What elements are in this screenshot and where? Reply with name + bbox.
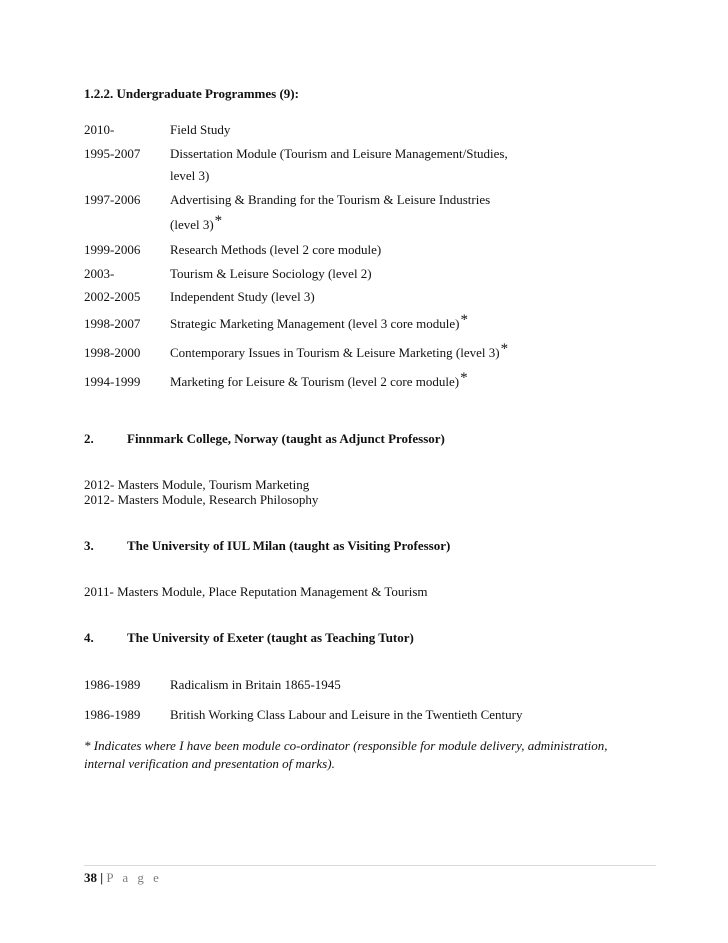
module-title: Independent Study (level 3) (170, 289, 315, 304)
module-title (170, 370, 468, 390)
footer-divider (84, 865, 656, 866)
section-title: The University of IUL Milan (taught as Visiting Professor) (127, 538, 451, 553)
coordinator-asterisk: * (500, 341, 509, 357)
module-title: Field Study (170, 122, 231, 137)
module-dates: 1986-1989 (84, 707, 141, 722)
section-title: Finnmark College, Norway (taught as Adjunct Professor) (127, 431, 445, 446)
module-title: Dissertation Module (Tourism and Leisure Management/Studies, (170, 146, 508, 161)
masters-module: 2012- Masters Module, Tourism Marketing (84, 477, 310, 492)
module-title: Research Methods (level 2 core module) (170, 242, 382, 257)
masters-module: 2011- Masters Module, Place Reputation Management & Tourism (84, 584, 428, 599)
module-title-text: Strategic Marketing Management (level 3 core module) (170, 316, 460, 331)
footnote: * Indicates where I have been module co-ordinator (responsible for module delivery, administration, internal verification and presentation of marks). (84, 738, 608, 771)
module-title-text: Marketing for Leisure & Tourism (level 2 core module) (170, 374, 460, 389)
module-dates: 1994-1999 (84, 374, 141, 389)
page-number: 38 (84, 870, 97, 885)
module-title (170, 312, 469, 332)
module-dates: 1995-2007 (84, 146, 141, 161)
module-dates: 2002-2005 (84, 289, 141, 304)
module-dates: 2010- (84, 122, 115, 137)
section-number: 2. (84, 431, 94, 446)
module-title-text: Contemporary Issues in Tourism & Leisure Marketing (level 3) (170, 345, 500, 360)
module-title: Radicalism in Britain 1865-1945 (170, 677, 341, 692)
section-heading: 1.2.2. Undergraduate Programmes (9): (84, 86, 299, 101)
module-title-continuation (170, 213, 223, 233)
module-title: Advertising & Branding for the Tourism & Leisure Industries (170, 192, 491, 207)
footer-separator: | (100, 870, 104, 885)
masters-module: 2012- Masters Module, Research Philosophy (84, 492, 319, 507)
section-number: 3. (84, 538, 94, 553)
section-number: 4. (84, 630, 94, 645)
page-footer (84, 870, 162, 886)
module-dates: 1986-1989 (84, 677, 141, 692)
module-dates: 1999-2006 (84, 242, 141, 257)
module-title (170, 341, 509, 361)
coordinator-asterisk: * (460, 312, 469, 328)
module-title-continuation-text: (level 3) (170, 217, 214, 232)
module-title: British Working Class Labour and Leisure in the Twentieth Century (170, 707, 523, 722)
coordinator-asterisk: * (460, 370, 468, 386)
module-title-continuation: level 3) (170, 168, 210, 183)
module-dates: 1998-2000 (84, 345, 141, 360)
section-title: The University of Exeter (taught as Teaching Tutor) (127, 630, 414, 645)
coordinator-asterisk: * (214, 213, 223, 229)
module-dates: 1997-2006 (84, 192, 141, 207)
module-title: Tourism & Leisure Sociology (level 2) (170, 266, 372, 281)
module-dates: 2003- (84, 266, 115, 281)
module-dates: 1998-2007 (84, 316, 141, 331)
page-word: P a g e (106, 870, 162, 885)
